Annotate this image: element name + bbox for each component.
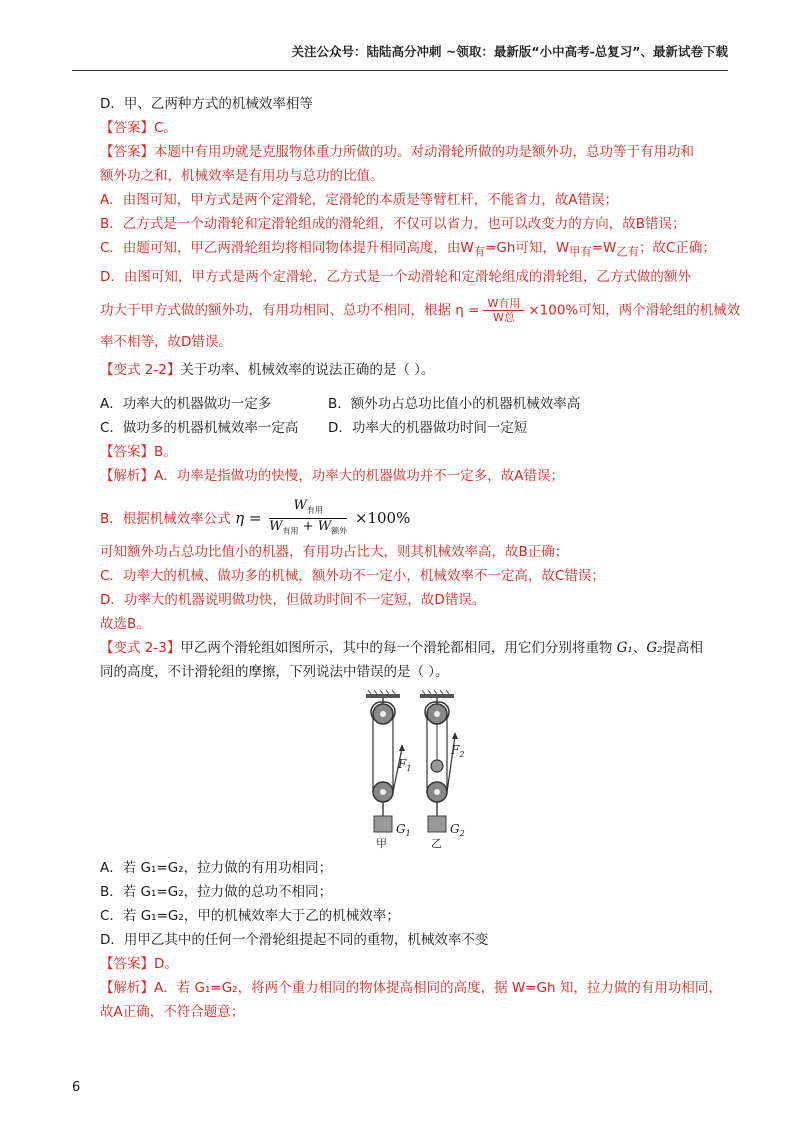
analysis-b-cont: 可知额外功占总功比值小的机器，有用功占比大，则其机械效率高，故B正确； (100, 543, 569, 560)
efficiency-formula (235, 498, 410, 540)
d-text-post: ×100%可知，两个滑轮组的机械效 (528, 302, 741, 319)
variant-tag-2-3: 【变式 2-3】 (100, 639, 181, 656)
analysis-a (100, 464, 730, 488)
label-jia: 甲 (376, 836, 387, 850)
svg-text:G2: $G_2$ (450, 821, 465, 838)
weight-g1 (374, 816, 392, 832)
svg-text:F2: $F_2$ (451, 742, 465, 759)
choice-2-3-a: A．若 G₁=G₂，拉力做的有用功相同； (100, 859, 333, 876)
answer-tag: 【答案】 (100, 955, 154, 972)
choice-b: B．额外功占总功比值小的机器机械效率高 (328, 395, 581, 412)
choice-2-3-b: B．若 G₁=G₂，拉力做的总功不相同； (100, 883, 333, 900)
explanation-d-1: D．由图可知，甲方式是两个定滑轮，乙方式是一个动滑轮和定滑轮组成的滑轮组，乙方式做的额外 (100, 268, 691, 285)
weight-g2 (428, 816, 446, 832)
choice-row-ab (100, 392, 730, 416)
fraction-numerator: W有用 (483, 297, 524, 311)
analysis-2-3-line-1: 【解析】A．若 G₁=G₂，将两个重力相同的物体提高相同的高度，据 W=Gh 知，拉力做的有用功相同， (100, 979, 722, 996)
explanation-line-1 (100, 140, 730, 164)
question-2-2 (100, 358, 730, 382)
explanation-b: B．乙方式是一个动滑轮和定滑轮组成的滑轮组，不仅可以省力，也可以改变力的方向，故B错误； (100, 216, 686, 232)
formula-numerator: $W_{有用}$ (269, 498, 347, 520)
option-d: D．甲、乙两种方式的机械效率相等 (100, 96, 313, 112)
choice-2-3-c: C．若 G₁=G₂，甲的机械效率大于乙的机械效率； (100, 907, 400, 924)
answer-text: C。 (154, 120, 177, 136)
weight-label-g2: G (450, 821, 460, 836)
eta-symbol: η = (235, 508, 262, 527)
ceiling-right (420, 690, 454, 698)
analysis-d: D．功率大的机器说明做功快，但做功时间不一定短，故D错误。 (100, 591, 486, 608)
svg-text:F1: $F_1$ (398, 756, 412, 773)
pulley-system-figure (358, 688, 478, 850)
page-number: 6 (72, 1080, 81, 1095)
d-text-pre: 功大于甲方式做的额外功，有用功相同、总功不相同，根据 η = (100, 302, 480, 319)
choice-a: A．功率大的机器做功一定多 (100, 395, 272, 412)
page-header: 关注公众号：陆陆高分冲刺 ~领取：最新版“小中高考-总复习”、最新试卷下载 (291, 44, 728, 59)
explanation-d-3: 率不相等，故D错误。 (100, 333, 232, 350)
analysis-2-3-line-2: 故A正确，不符合题意； (100, 1003, 245, 1020)
answer-tag: 【答案】 (100, 120, 154, 136)
choice-d: D．功率大的机器做功时间一定短 (328, 419, 528, 436)
analysis-c: C．功率大的机械、做功多的机械，额外功不一定小，机械效率不一定高，故C错误； (100, 567, 605, 584)
explanation-line-2: 额外功之和，机械效率是有用功与总功的比值。 (100, 168, 384, 184)
c-text-pre: C．由题可知，甲乙两滑轮组均将相同物体提升相同高度，由W (100, 240, 474, 256)
efficiency-fraction (483, 297, 524, 324)
formula-denominator: $W_{有用} + W_{额外}$ (269, 519, 348, 536)
c-text-mid: =Gh可知，W (485, 240, 570, 256)
c-text-post: ；故C正确； (638, 240, 716, 256)
explanation-tag: 【答案】 (100, 144, 154, 160)
choice-2-3-d: D．用甲乙其中的任何一个滑轮组提起不同的重物，机械效率不变 (100, 931, 489, 948)
label-yi: 乙 (431, 836, 442, 850)
analysis-a-text: A．功率是指做功的快慢，功率大的机器做功并不一定多，故A错误； (154, 467, 564, 484)
variant-tag-2-2: 【变式 2-2】 (100, 361, 181, 378)
c-sub-2: 甲有 (569, 245, 592, 259)
explanation-d-2 (100, 296, 741, 324)
explanation-text-1: 本题中有用功就是克服物体重力所做的功。对动滑轮所做的功是额外功，总功等于有用功和 (154, 144, 694, 160)
choice-c: C．做功多的机器机械效率一定高 (100, 419, 299, 436)
fraction-denominator: W总 (492, 310, 515, 324)
question-2-2-text: 关于功率、机械效率的说法正确的是（ ）。 (180, 361, 435, 378)
choice-row-cd (100, 416, 730, 440)
analysis-b-text: B．根据机械效率公式 (100, 510, 231, 527)
conclusion: 故选B。 (100, 615, 150, 632)
page-content (100, 92, 741, 1024)
svg-text:G1: $G_1$ (396, 821, 411, 838)
analysis-tag: 【解析】 (100, 467, 154, 484)
formula-fraction (269, 498, 347, 540)
answer-line-2-3 (100, 952, 730, 976)
analysis-tag: 【解析】 (100, 979, 154, 996)
explanation-c (100, 236, 730, 265)
answer-line (100, 116, 730, 140)
ceiling-left (366, 690, 400, 698)
c-sub-3: 乙有 (616, 245, 639, 259)
formula-percent: ×100% (354, 508, 411, 527)
right-middle-pulley (431, 760, 443, 772)
answer-text: B。 (154, 443, 177, 460)
explanation-a: A．由图可知，甲方式是两个定滑轮，定滑轮的本质是等臂杠杆，不能省力，故A错误； (100, 192, 618, 208)
answer-tag: 【答案】 (100, 443, 154, 460)
weight-label-g1: G (396, 821, 406, 836)
analysis-b (100, 497, 730, 536)
answer-line-2-2 (100, 440, 730, 464)
header-divider (72, 70, 728, 71)
question-2-3-line-1: 【变式 2-3】甲乙两个滑轮组如图所示，其中的每一个滑轮都相同，用它们分别将重物 G₁、G₂提高相 (100, 639, 704, 656)
c-sub-1: 有 (473, 245, 486, 259)
force-label-f1: F (398, 756, 407, 771)
question-2-3-line-2: 同的高度，不计滑轮组的摩擦，下列说法中错误的是（ ）。 (100, 663, 449, 680)
c-text-eq: =W (591, 240, 617, 256)
answer-text: D。 (154, 955, 178, 972)
force-label-f2: F (451, 742, 460, 757)
